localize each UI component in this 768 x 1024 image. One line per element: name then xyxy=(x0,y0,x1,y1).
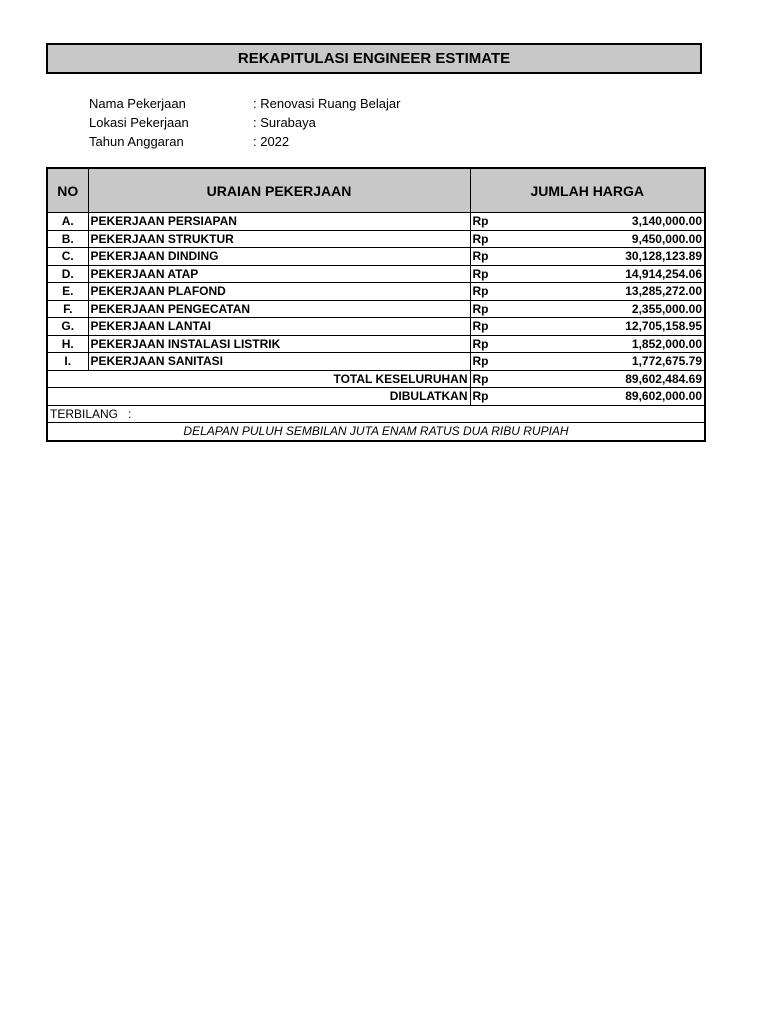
rekap-table xyxy=(46,167,706,442)
row-no: E. xyxy=(47,283,88,301)
row-no: F. xyxy=(47,300,88,318)
row-uraian: PEKERJAAN ATAP xyxy=(88,265,470,283)
row-currency: Rp xyxy=(470,265,506,283)
terbilang-text: DELAPAN PULUH SEMBILAN JUTA ENAM RATUS DUA RIBU RUPIAH xyxy=(47,423,705,441)
row-amount: 12,705,158.95 xyxy=(506,318,705,336)
row-uraian: PEKERJAAN INSTALASI LISTRIK xyxy=(88,335,470,353)
terbilang-label-row xyxy=(47,405,705,423)
row-uraian: PEKERJAAN DINDING xyxy=(88,248,470,266)
table-row xyxy=(47,230,705,248)
row-amount: 14,914,254.06 xyxy=(506,265,705,283)
row-uraian: PEKERJAAN PLAFOND xyxy=(88,283,470,301)
row-uraian: PEKERJAAN STRUKTUR xyxy=(88,230,470,248)
row-no: A. xyxy=(47,213,88,231)
row-amount: 1,772,675.79 xyxy=(506,353,705,371)
row-currency: Rp xyxy=(470,230,506,248)
row-uraian: PEKERJAAN PERSIAPAN xyxy=(88,213,470,231)
row-uraian: PEKERJAAN LANTAI xyxy=(88,318,470,336)
row-amount: 9,450,000.00 xyxy=(506,230,705,248)
info-row-tahun xyxy=(89,132,400,151)
row-currency: Rp xyxy=(470,248,506,266)
header-no: NO xyxy=(47,168,88,213)
row-currency: Rp xyxy=(470,335,506,353)
info-value: : Surabaya xyxy=(253,115,316,130)
row-amount: 3,140,000.00 xyxy=(506,213,705,231)
total-amount: 89,602,484.69 xyxy=(506,370,705,388)
info-label: Nama Pekerjaan xyxy=(89,96,186,111)
table-row xyxy=(47,318,705,336)
header-jumlah: JUMLAH HARGA xyxy=(470,168,705,213)
row-no: C. xyxy=(47,248,88,266)
row-no: I. xyxy=(47,353,88,371)
row-no: B. xyxy=(47,230,88,248)
row-currency: Rp xyxy=(470,353,506,371)
row-amount: 1,852,000.00 xyxy=(506,335,705,353)
table-header-row xyxy=(47,168,705,213)
row-currency: Rp xyxy=(470,283,506,301)
info-value: : Renovasi Ruang Belajar xyxy=(253,96,401,111)
terbilang-text-row xyxy=(47,423,705,441)
document-title xyxy=(46,43,702,74)
table-row xyxy=(47,248,705,266)
row-uraian: PEKERJAAN SANITASI xyxy=(88,353,470,371)
info-row-lokasi xyxy=(89,113,400,132)
row-currency: Rp xyxy=(470,213,506,231)
rounded-label: DIBULATKAN xyxy=(47,388,470,406)
rounded-currency: Rp xyxy=(470,388,506,406)
rounded-row xyxy=(47,388,705,406)
row-amount: 30,128,123.89 xyxy=(506,248,705,266)
table-row xyxy=(47,300,705,318)
row-no: D. xyxy=(47,265,88,283)
header-uraian: URAIAN PEKERJAAN xyxy=(88,168,470,213)
table-row xyxy=(47,213,705,231)
table-row xyxy=(47,265,705,283)
project-info xyxy=(89,94,400,151)
info-row-nama xyxy=(89,94,400,113)
terbilang-label: TERBILANG : xyxy=(47,405,705,423)
row-currency: Rp xyxy=(470,300,506,318)
total-label: TOTAL KESELURUHAN xyxy=(47,370,470,388)
row-no: H. xyxy=(47,335,88,353)
info-label: Tahun Anggaran xyxy=(89,134,184,149)
table-row xyxy=(47,335,705,353)
row-currency: Rp xyxy=(470,318,506,336)
document-title-text: REKAPITULASI ENGINEER ESTIMATE xyxy=(237,50,511,67)
rounded-amount: 89,602,000.00 xyxy=(506,388,705,406)
table-row xyxy=(47,353,705,371)
row-amount: 2,355,000.00 xyxy=(506,300,705,318)
info-label: Lokasi Pekerjaan xyxy=(89,115,189,130)
row-no: G. xyxy=(47,318,88,336)
info-value: : 2022 xyxy=(253,134,290,149)
table-row xyxy=(47,283,705,301)
total-row xyxy=(47,370,705,388)
total-currency: Rp xyxy=(470,370,506,388)
row-amount: 13,285,272.00 xyxy=(506,283,705,301)
row-uraian: PEKERJAAN PENGECATAN xyxy=(88,300,470,318)
